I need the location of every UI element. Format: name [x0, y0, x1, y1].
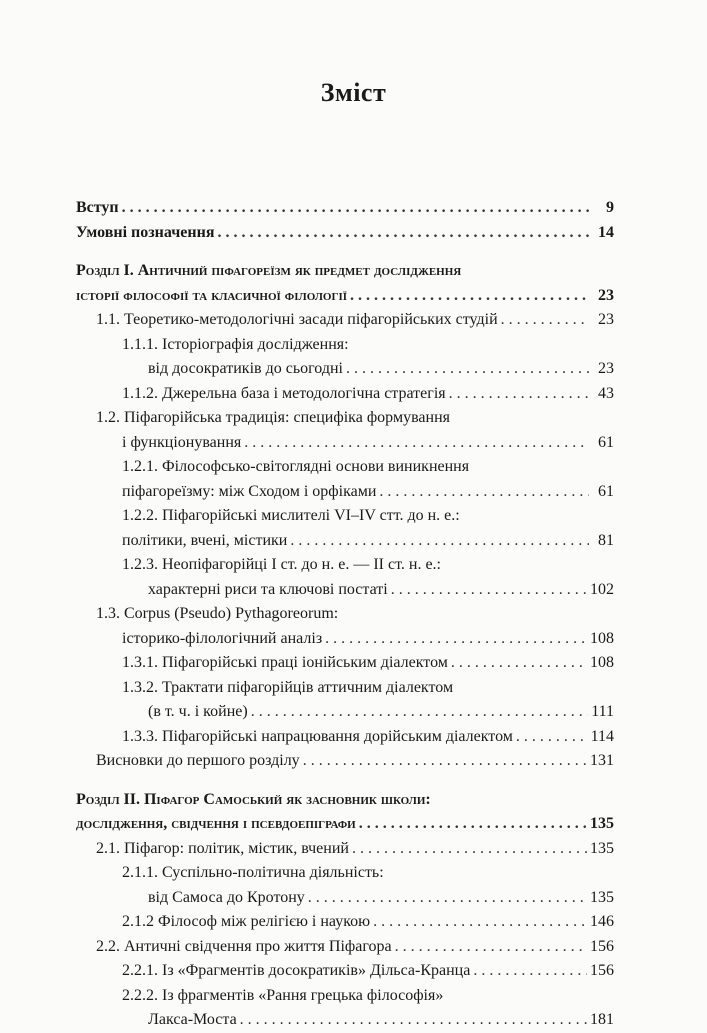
- toc-entry-text: Лакса-Моста: [148, 1011, 237, 1028]
- toc-entry-2-2-2[interactable]: [76, 1008, 614, 1033]
- dot-leader: [516, 725, 588, 750]
- dot-leader: [359, 812, 587, 837]
- toc-page-number: 23: [598, 311, 614, 328]
- toc-entry-2-1[interactable]: [76, 837, 614, 862]
- dot-leader: [217, 221, 589, 246]
- toc-entry-umovni[interactable]: [76, 221, 614, 246]
- toc-page-number: 131: [590, 752, 614, 769]
- dot-leader: [122, 196, 589, 221]
- toc-page-number: 61: [598, 433, 614, 451]
- toc-entry-text: дослідження, свідчення і псевдоепіграфи: [76, 815, 356, 832]
- toc-entry-2-2-1[interactable]: [76, 959, 614, 984]
- toc-chapter-1[interactable]: [76, 284, 614, 309]
- toc-entry-text: від досократиків до сьогодні: [148, 360, 343, 377]
- toc-entry-text: від Самоса до Кротону: [148, 888, 305, 906]
- toc-entry-text: історії філософії та класичної філології: [76, 286, 348, 304]
- dot-leader: [325, 627, 587, 652]
- toc-entry-1-1-1[interactable]: [76, 357, 614, 382]
- toc-entry-text: Висновки до першого розділу: [96, 752, 300, 769]
- toc-entry-text: політики, вчені, містики: [122, 531, 288, 549]
- dot-leader: [346, 357, 589, 382]
- toc-chapter-1-title[interactable]: Розділ I. Античний піфагореїзм як предмет дослідження: [76, 262, 462, 279]
- toc-entry-2-1-1[interactable]: [76, 886, 614, 911]
- toc-entry-1-2-3[interactable]: [76, 578, 614, 603]
- toc-entry-conclusions-1[interactable]: [76, 749, 614, 774]
- toc-page-number: 81: [598, 531, 614, 549]
- toc-entry-text: 1.1.2. Джерельна база і методологічна стратегія: [122, 384, 446, 402]
- toc-entry-text: і функціонування: [122, 433, 242, 451]
- dot-leader: [451, 651, 587, 676]
- dot-leader: [395, 935, 587, 960]
- dot-leader: [244, 431, 589, 456]
- toc-page-number: 135: [590, 839, 614, 857]
- toc-entry-1-1[interactable]: [76, 308, 614, 333]
- toc-page-number: 146: [590, 913, 614, 930]
- toc-entry-2-1-2[interactable]: [76, 910, 614, 935]
- toc-entry-text: 1.1. Теоретико-методологічні засади піфагорійських студій: [96, 311, 498, 328]
- toc-entry-2-2-2-title[interactable]: 2.2.2. Із фрагментів «Рання грецька філософія»: [122, 986, 444, 1004]
- dot-leader: [303, 749, 587, 774]
- toc-entry-1-3-3[interactable]: [76, 725, 614, 750]
- toc-page-number: 135: [590, 815, 614, 832]
- dot-leader: [240, 1008, 587, 1033]
- toc-entry-text: Умовні позначення: [76, 223, 215, 241]
- toc-page-number: 135: [590, 888, 614, 906]
- dot-leader: [373, 910, 587, 935]
- toc-entry-text: піфагореїзму: між Сходом і орфіками: [122, 482, 377, 500]
- toc-entry-1-1-1-title[interactable]: 1.1.1. Історіографія дослідження:: [122, 335, 349, 353]
- dot-leader: [473, 959, 587, 984]
- table-of-contents: [76, 196, 614, 1033]
- toc-entry-1-3-title[interactable]: 1.3. Corpus (Pseudo) Pythagoreorum:: [96, 605, 339, 622]
- toc-entry-1-3[interactable]: [76, 627, 614, 652]
- toc-entry-1-1-2[interactable]: [76, 382, 614, 407]
- toc-page-number: 181: [590, 1011, 614, 1028]
- toc-entry-1-2-3-title[interactable]: 1.2.3. Неопіфагорійці I ст. до н. е. — II ст. н. е.:: [122, 556, 441, 573]
- toc-entry-text: 2.1. Піфагор: політик, містик, вчений: [96, 839, 349, 857]
- toc-entry-1-3-1[interactable]: [76, 651, 614, 676]
- dot-leader: [449, 382, 589, 407]
- toc-entry-text: 1.3.1. Піфагорійські праці іонійським діалектом: [122, 654, 448, 671]
- toc-entry-2-1-1-title[interactable]: 2.1.1. Суспільно-політична діяльність:: [122, 864, 384, 881]
- toc-chapter-2-title[interactable]: Розділ II. Піфагор Самоський як засновник школи:: [76, 790, 431, 808]
- toc-page-number: 61: [598, 482, 614, 500]
- toc-entry-1-2[interactable]: [76, 431, 614, 456]
- toc-page-number: 114: [590, 727, 614, 745]
- toc-entry-1-2-1[interactable]: [76, 480, 614, 505]
- toc-entry-1-2-1-title[interactable]: 1.2.1. Філософсько-світоглядні основи виникнення: [122, 458, 470, 475]
- toc-entry-1-3-2[interactable]: [76, 700, 614, 725]
- toc-entry-1-2-2[interactable]: [76, 529, 614, 554]
- dot-leader: [501, 308, 589, 333]
- toc-entry-vstup[interactable]: [76, 196, 614, 221]
- toc-entry-text: історико-філологічний аналіз: [122, 629, 323, 647]
- toc-page-number: 156: [590, 962, 614, 979]
- toc-entry-2-2[interactable]: [76, 935, 614, 960]
- toc-page-number: 111: [591, 703, 614, 720]
- dot-leader: [290, 529, 589, 554]
- toc-page-number: 23: [598, 286, 614, 304]
- page-title: Зміст: [320, 78, 387, 107]
- toc-entry-text: 1.3.3. Піфагорійські напрацювання дорійським діалектом: [122, 727, 513, 745]
- toc-page-number: 108: [590, 629, 614, 647]
- toc-page-number: 108: [590, 654, 614, 671]
- toc-page-number: 43: [598, 384, 614, 402]
- toc-page-number: 156: [590, 937, 614, 955]
- toc-entry-text: 2.2.1. Із «Фрагментів досократиків» Дільса-Кранца: [122, 962, 471, 979]
- toc-chapter-2[interactable]: [76, 812, 614, 837]
- dot-leader: [251, 700, 589, 725]
- dot-leader: [391, 578, 587, 603]
- toc-entry-text: (в т. ч. і койне): [148, 703, 248, 720]
- toc-page-number: 9: [606, 199, 614, 216]
- dot-leader: [379, 480, 589, 505]
- dot-leader: [350, 284, 589, 309]
- toc-entry-1-2-2-title[interactable]: 1.2.2. Піфагорійські мислителі VI–IV стт. до н. е.:: [122, 507, 460, 524]
- toc-entry-1-2-title[interactable]: 1.2. Піфагорійська традиція: специфіка формування: [96, 409, 450, 426]
- toc-entry-text: 2.2. Античні свідчення про життя Піфагора: [96, 937, 392, 955]
- toc-entry-text: характерні риси та ключові постаті: [148, 580, 388, 598]
- toc-entry-text: 2.1.2 Філософ між релігією і наукою: [122, 913, 371, 930]
- toc-page-number: 102: [590, 580, 614, 598]
- toc-page-number: 23: [598, 360, 614, 377]
- dot-leader: [308, 886, 587, 911]
- dot-leader: [352, 837, 587, 862]
- toc-entry-1-3-2-title[interactable]: 1.3.2. Трактати піфагорійців аттичним діалектом: [122, 678, 454, 696]
- toc-page-number: 14: [598, 223, 614, 241]
- toc-entry-text: Вступ: [76, 199, 119, 216]
